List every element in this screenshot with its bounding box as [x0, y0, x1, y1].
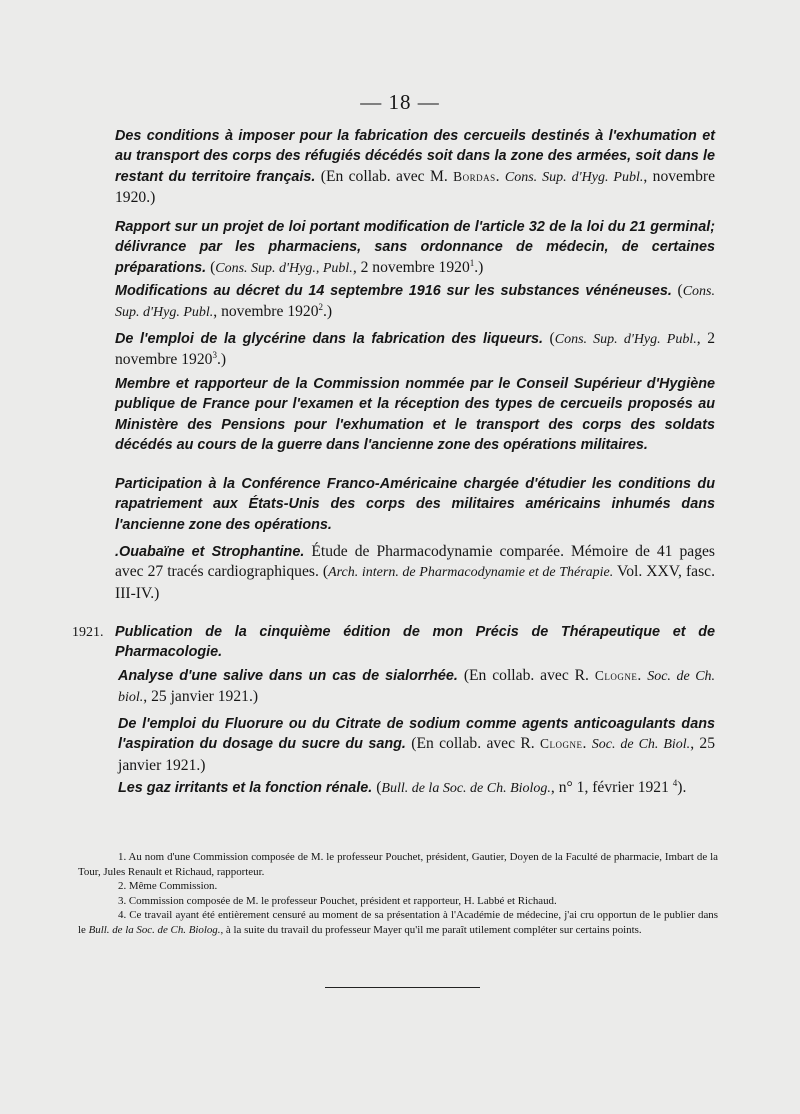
bibliography-entry: [115, 474, 715, 535]
bibliography-entry: [115, 374, 715, 455]
footnote-marker: 3: [212, 350, 217, 361]
year-label: 1921.: [72, 625, 104, 640]
entry-author: Bordas: [453, 168, 496, 184]
entry-reference: Arch. intern. de Pharmacodynamie et de Thérapie.: [328, 565, 614, 581]
entry-collab: (En collab. avec M.: [315, 167, 454, 185]
entry-volume: Vol. XXV, fasc. III-IV.): [115, 563, 715, 602]
closing-rule: [325, 987, 480, 988]
entry-description: Étude de Pharmacodynamie comparée. Mémoire de 41 pages avec 27 tracés cardiographiques. (: [115, 543, 715, 581]
footnote-reference: Bull. de la Soc. de Ch. Biolog.: [88, 923, 221, 936]
footnote: 4. Ce travail ayant été entièrement censuré au moment de sa présentation à l'Académie de médecine, j'ai cru opportun de le publier dans le Bull. de la Soc. de Ch. Biolog., à la suite du travail du professeur Mayer qu'il me paraît utilement compléter sur certains points.: [78, 909, 718, 936]
entry-date: , novembre 1920: [213, 303, 319, 321]
page-number: — 18 —: [360, 90, 440, 114]
entry-date: , 25 janvier 1921.): [118, 735, 716, 774]
entry-title: De l'emploi du Fluorure ou du Citrate de sodium comme agents anticoagulants dans l'aspiration du dosage du sucre du sang.: [118, 716, 715, 753]
entry-date: , 2 novembre 1920: [115, 330, 715, 369]
entry-author: Clogne: [540, 736, 583, 752]
bibliography-entry: Modifications au décret du 14 septembre 1916 sur les substances vénéneuses. (Cons. Sup. d'Hyg. Publ., novembre 1920$^2$.): [115, 282, 715, 321]
entry-collab: (En collab. avec R.: [405, 735, 541, 753]
entry-reference: Soc. de Ch. biol.: [118, 669, 716, 706]
entry-title: Membre et rapporteur de la Commission nommée par le Conseil Supérieur d'Hygiène publique de France pour l'examen et la réception des types de cercueils proposés au Ministère des Pensions pour l'exhumation et le transport des corps des soldats décédés au cours de la guerre dans l'ancienne zone des opérations militaires.: [115, 376, 715, 453]
entry-date: , 25 janvier 1921.): [143, 688, 259, 706]
footnote: 2. Même Commission.: [118, 880, 218, 892]
entry-reference: Soc. de Ch. Biol.: [591, 737, 691, 753]
footnote: 3. Commission composée de M. le professeur Pouchet, président et rapporteur, H. Labbé et Richaud.: [118, 894, 557, 907]
entry-reference: Bull. de la Soc. de Ch. Biolog.: [381, 781, 551, 796]
entry-reference: Cons. Sup. d'Hyg. Publ.: [504, 169, 644, 185]
bibliography-entry: [115, 622, 715, 663]
entry-collab: (En collab. avec R.: [457, 667, 595, 684]
footnote: 1. Au nom d'une Commission composée de M. le professeur Pouchet, président, Gautier, Doyen de la Faculté de pharmacie, Imbart de la Tour, Jules Renault et Richaud, rapporteur.: [78, 851, 718, 878]
entry-title: De l'emploi de la glycérine dans la fabrication des liqueurs.: [115, 331, 543, 347]
bibliography-entry: Des conditions à imposer pour la fabrication des cercueils destinés à l'exhumation et au transport des corps des réfugiés décédés soit dans la zone des armées, soit dans le restant du territoire français. (En collab. avec M. Bordas. Cons. Sup. d'Hyg. Publ., novembre 1920.): [115, 128, 716, 206]
bibliography-entry: Analyse d'une salive dans un cas de sialorrhée. (En collab. avec R. Clogne. Soc. de Ch. biol., 25 janvier 1921.): [118, 667, 716, 706]
entry-title: Des conditions à imposer pour la fabrication des cercueils destinés à l'exhumation et au transport des corps des réfugiés décédés soit dans la zone des armées, soit dans le restant du territoire français.: [115, 128, 715, 185]
entry-title: Les gaz irritants et la fonction rénale.: [118, 780, 373, 796]
bibliography-entry: Rapport sur un projet de loi portant modification de l'article 32 de la loi du 21 germinal; délivrance par les pharmaciens, sans ordonnance de médecin, de certaines préparations. (Cons. Sup. d'Hyg., Publ., 2 novembre 1920$^1$.): [115, 219, 715, 276]
entry-date: , n° 1, février 1921: [550, 779, 673, 796]
entry-reference: Cons. Sup. d'Hyg. Publ.: [554, 332, 697, 347]
entry-title: Analyse d'une salive dans un cas de sialorrhée.: [118, 668, 458, 684]
entry-date: , 2 novembre 1920: [352, 258, 470, 276]
footnotes: [78, 850, 718, 937]
bibliography-entry: [115, 542, 715, 604]
entry-reference: Cons. Sup. d'Hyg., Publ.: [215, 260, 353, 276]
entry-title: Participation à la Conférence Franco-Américaine chargée d'étudier les conditions du rapatriement aux États-Unis des corps des militaires américains inhumés dans l'ancienne zone des opérations.: [115, 476, 715, 533]
bibliography-entry: De l'emploi de la glycérine dans la fabrication des liqueurs. (Cons. Sup. d'Hyg. Publ., 2 novembre 1920$^3$.): [115, 330, 715, 369]
entry-title: Modifications au décret du 14 septembre 1916 sur les substances vénéneuses.: [115, 283, 672, 299]
entry-title: .Ouabaïne et Strophantine.: [115, 544, 305, 560]
bibliography-entry: Les gaz irritants et la fonction rénale. (Bull. de la Soc. de Ch. Biolog., n° 1, février 1921 $^4$).: [118, 777, 687, 796]
entry-title: Rapport sur un projet de loi portant modification de l'article 32 de la loi du 21 germinal; délivrance par les pharmaciens, sans ordonnance de médecin, de certaines préparations.: [115, 219, 715, 276]
entry-reference: Cons. Sup. d'Hyg. Publ.: [115, 284, 715, 321]
footnote-marker: 1: [469, 257, 475, 268]
entry-author: Clogne: [594, 668, 638, 683]
footnote-marker: 4: [672, 777, 678, 788]
entry-title: Publication de la cinquième édition de mon Précis de Thérapeutique et de Pharmacologie.: [115, 624, 715, 661]
footnote-marker: 2: [318, 302, 324, 313]
entry-date: , novembre 1920.): [115, 167, 716, 206]
bibliography-entry: De l'emploi du Fluorure ou du Citrate de sodium comme agents anticoagulants dans l'aspiration du dosage du sucre du sang. (En collab. avec R. Clogne. Soc. de Ch. Biol., 25 janvier 1921.): [118, 716, 716, 774]
